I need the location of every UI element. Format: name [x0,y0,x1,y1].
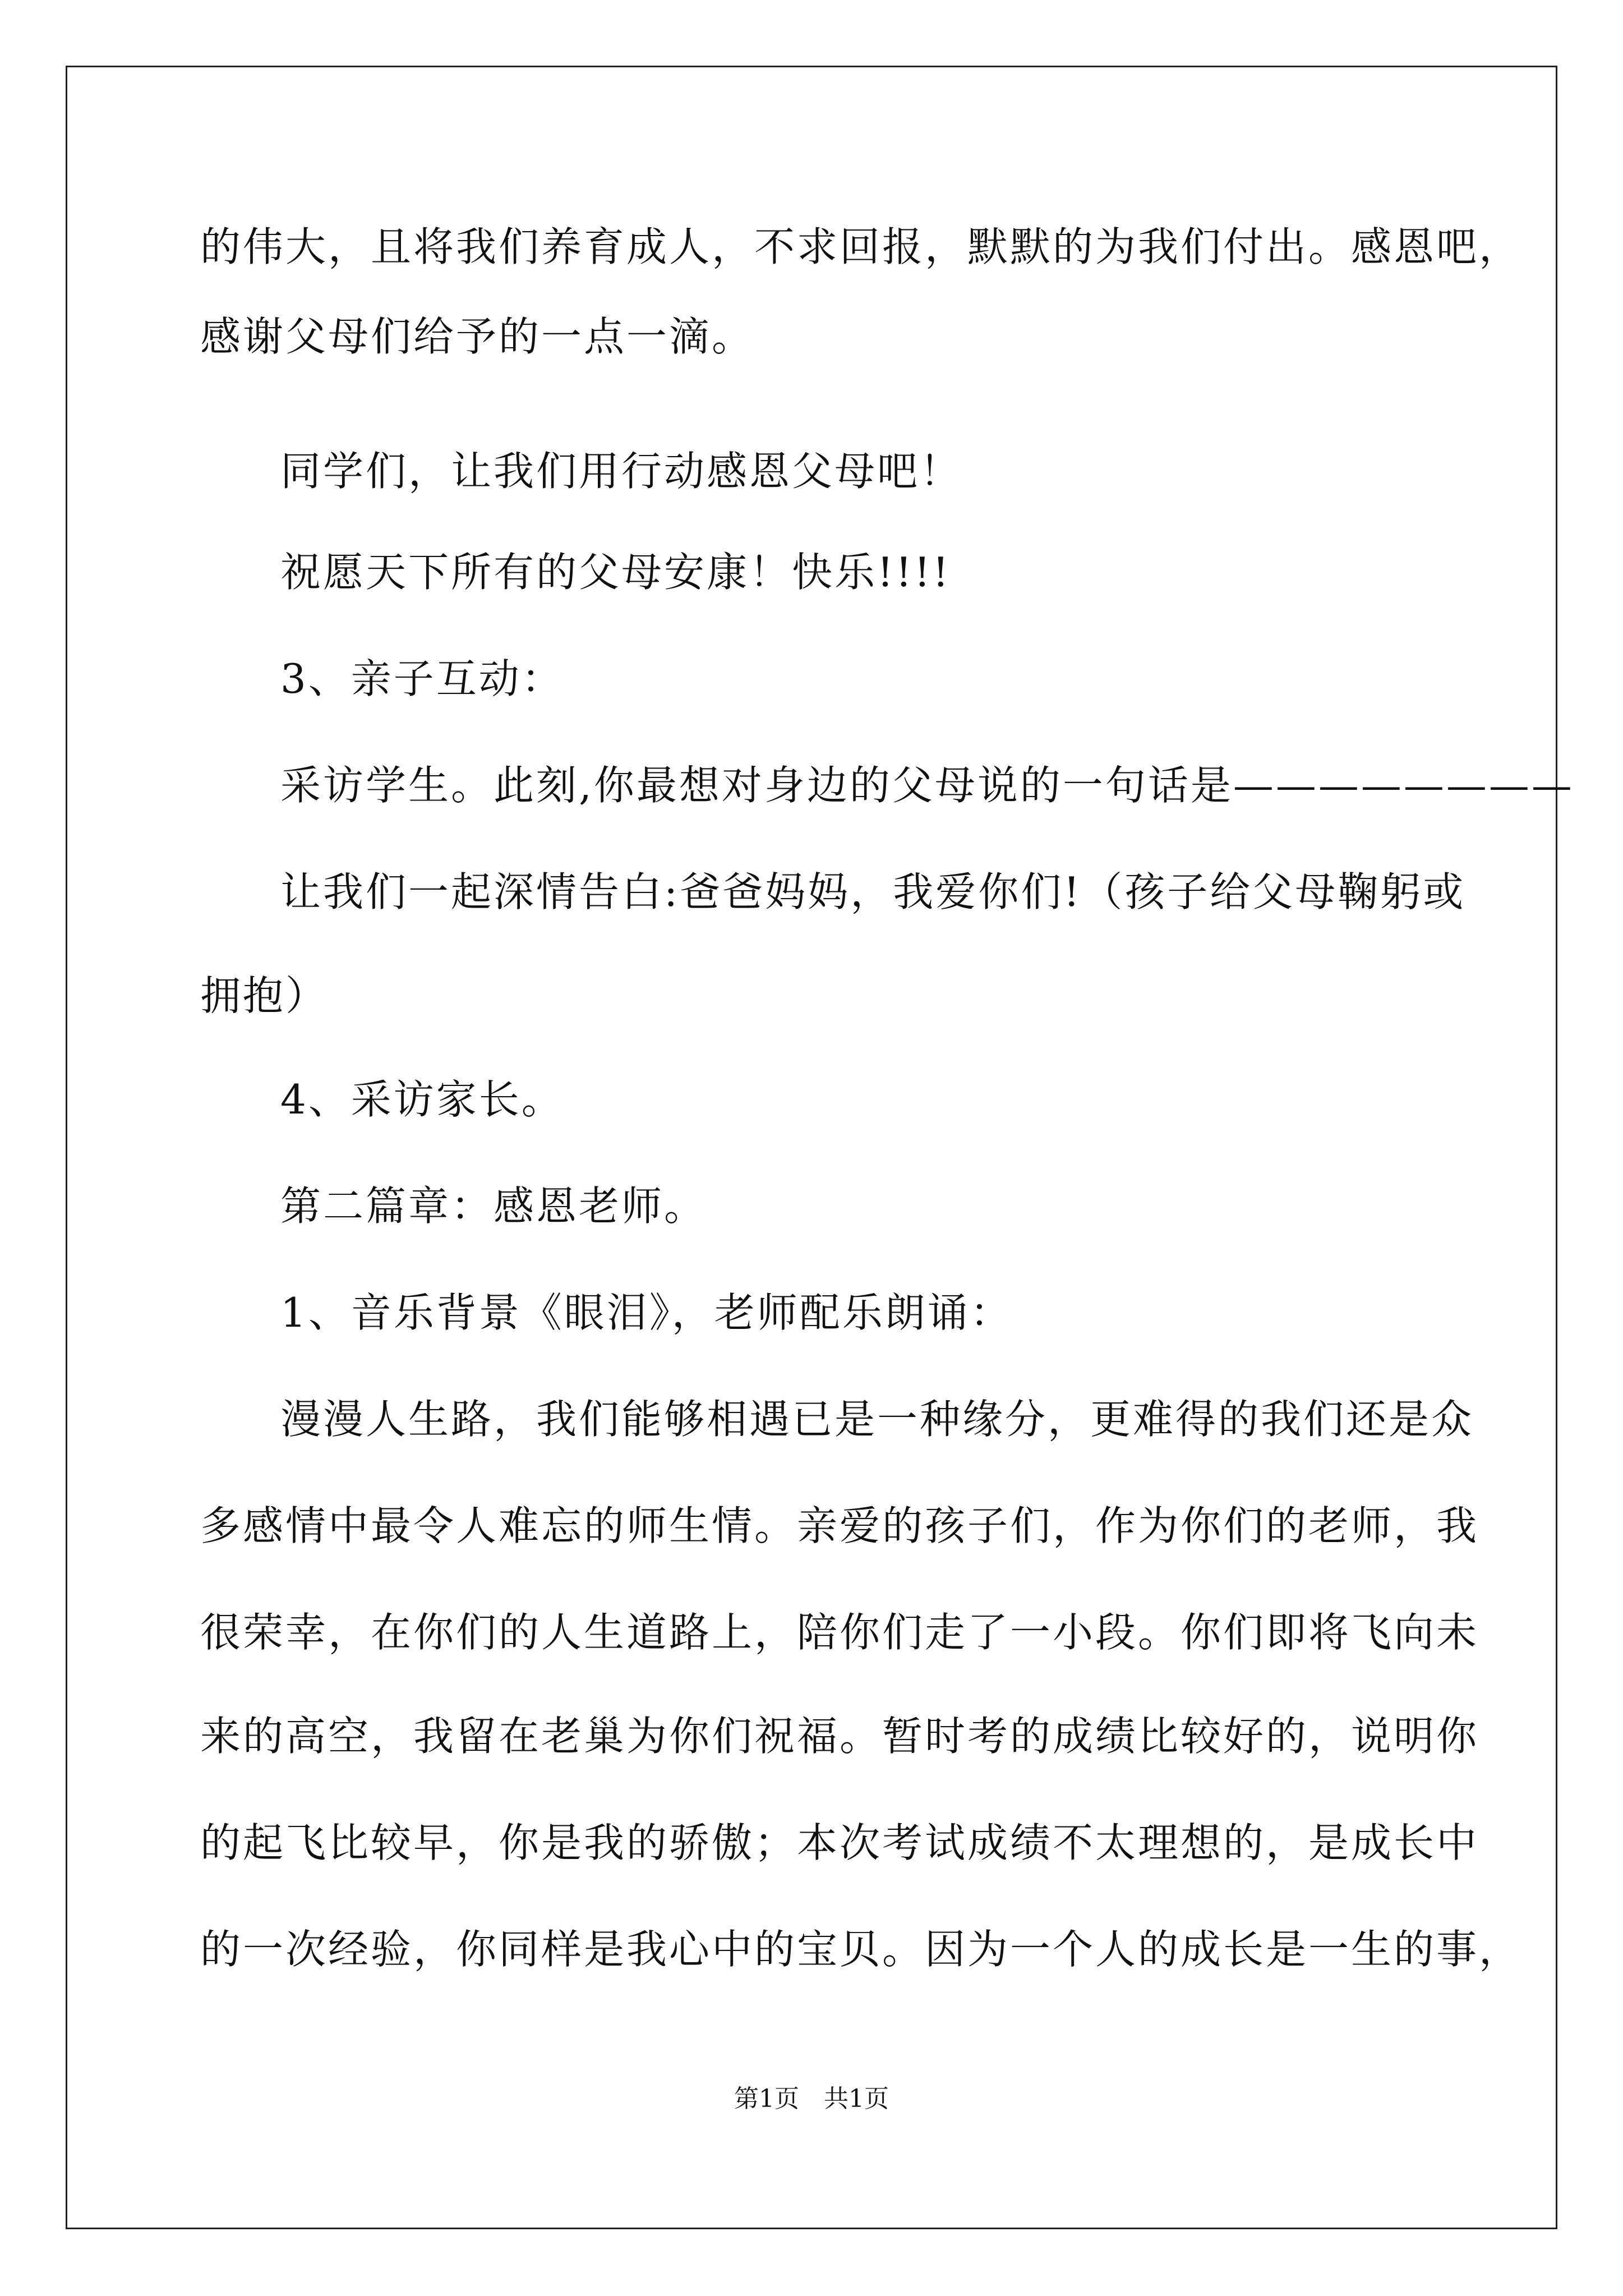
page-footer: 第1页 共1页 [734,2085,889,2113]
text-line: 漫漫人生路，我们能够相遇已是一种缘分，更难得的我们还是众 [280,1396,1474,1443]
text-line: 的起飞比较早，你是我的骄傲；本次考试成绩不太理想的，是成长中 [200,1819,1479,1866]
text-line: 很荣幸，在你们的人生道路上，陪你们走了一小段。你们即将飞向未 [200,1609,1479,1656]
text-line: 拥抱） [200,972,329,1019]
text-line: 祝愿天下所有的父母安康！快乐!!!! [280,549,951,596]
text-line: 1、音乐背景《眼泪》，老师配乐朗诵： [280,1289,1013,1336]
text-line: 让我们一起深情告白:爸爸妈妈，我爱你们!（孩子给父母鞠躬或 [280,868,1466,915]
text-line: 感谢父母们给予的一点一滴。 [200,313,755,360]
text-line: 多感情中最令人难忘的师生情。亲爱的孩子们，作为你们的老师，我 [200,1502,1479,1549]
text-line: 同学们，让我们用行动感恩父母吧！ [280,448,963,495]
page-border [66,66,1557,2229]
text-line: 3、亲子互动： [280,655,564,702]
text-line: 的伟大，且将我们养育成人，不求回报，默默的为我们付出。感恩吧， [200,223,1522,270]
text-line: 第二篇章：感恩老师。 [280,1182,707,1230]
text-line: 来的高空，我留在老巢为你们祝福。暂时考的成绩比较好的，说明你 [200,1713,1479,1760]
text-line: 4、采访家长。 [280,1076,564,1123]
text-line: 的一次经验，你同样是我心中的宝贝。因为一个人的成长是一生的事， [200,1926,1522,1973]
text-line: 采访学生。此刻,你最想对身边的父母说的一句话是———————— [280,762,1574,809]
